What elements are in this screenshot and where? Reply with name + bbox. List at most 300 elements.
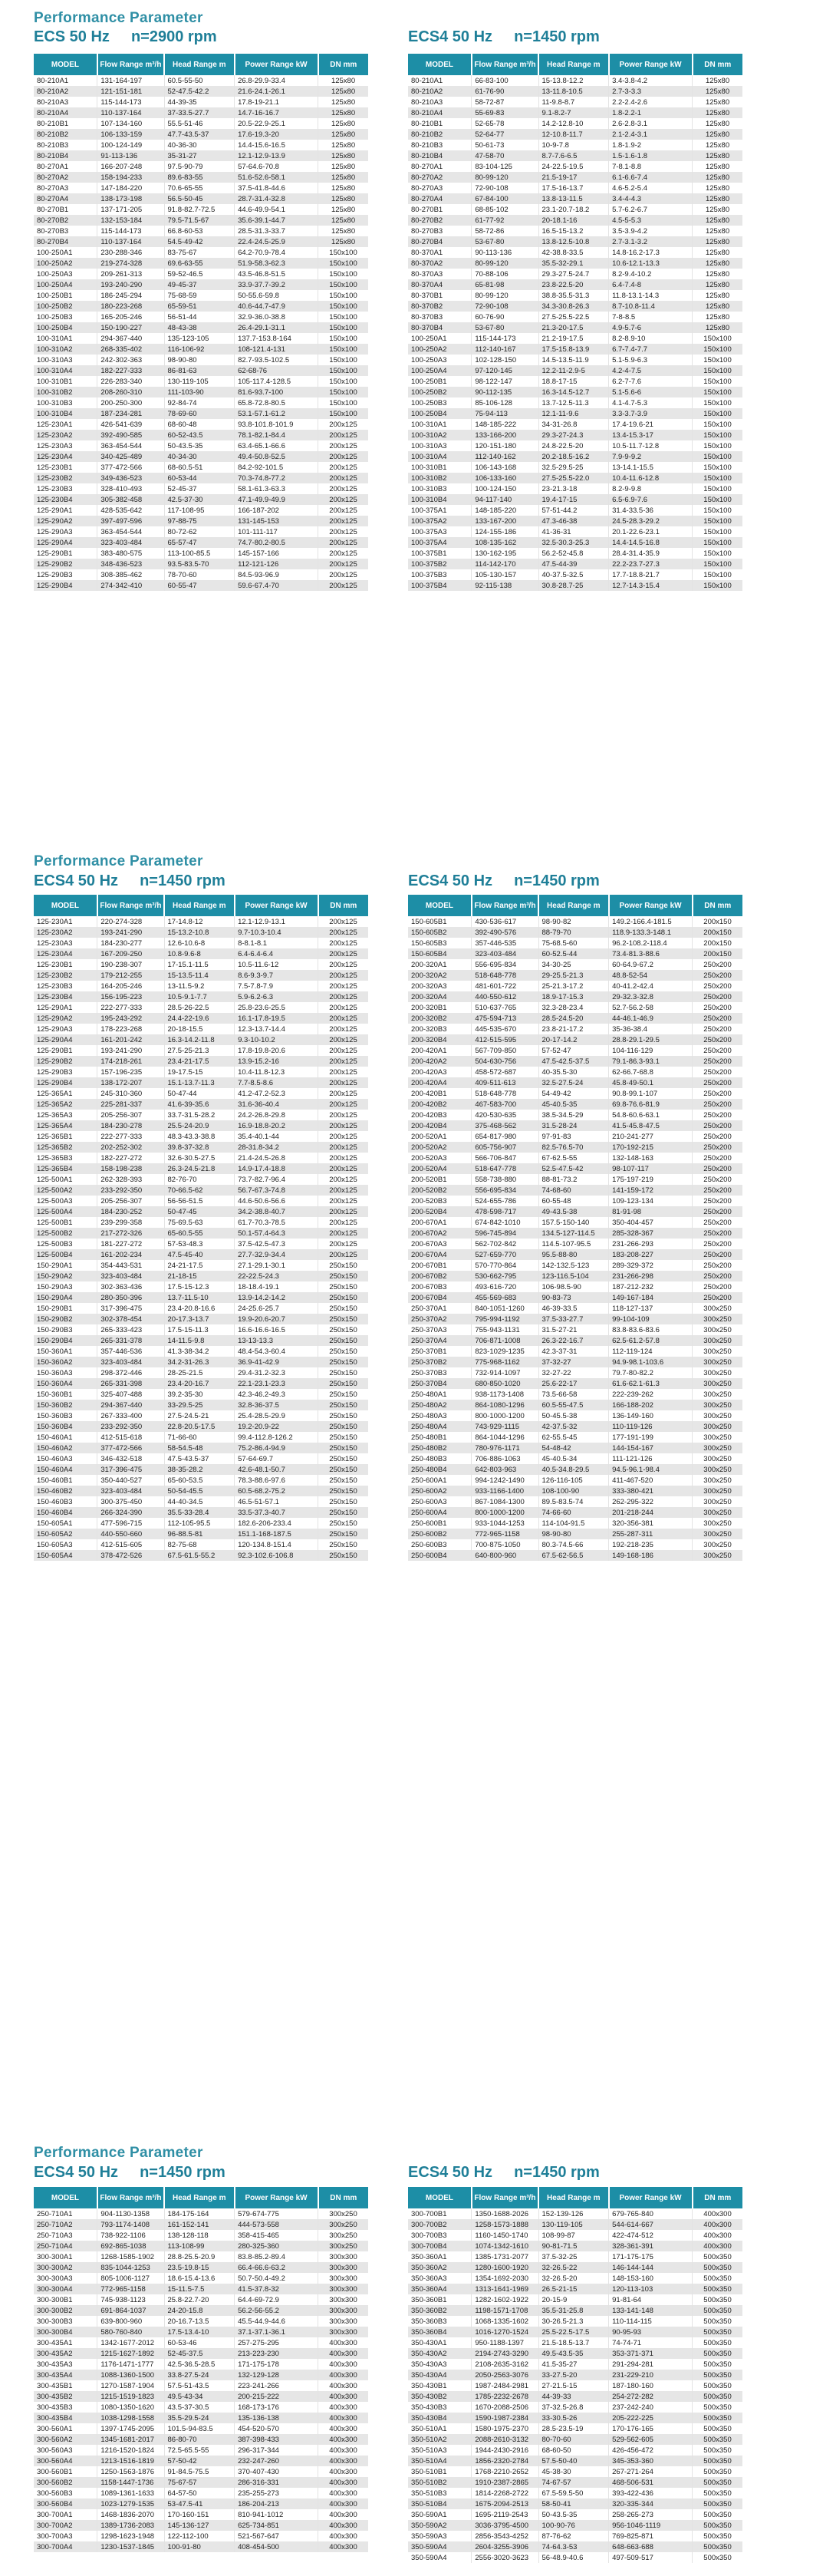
cell-power-range: 17.8-19.8-20.6 bbox=[235, 1045, 318, 1056]
column-header-model: MODEL bbox=[34, 54, 97, 75]
cell-power-range: 393-422-436 bbox=[609, 2488, 693, 2498]
cell-model: 200-420A2 bbox=[408, 1056, 472, 1067]
column-header-flow-range: Flow Range m³/h bbox=[97, 54, 164, 75]
cell-flow-range: 267-333-400 bbox=[97, 1410, 164, 1421]
cell-flow-range: 440-550-660 bbox=[97, 1529, 164, 1539]
table-row bbox=[408, 2230, 742, 2241]
cell-power-range: 333-380-421 bbox=[609, 1486, 693, 1496]
cell-model: 150-460A4 bbox=[34, 1464, 97, 1475]
cell-head-range: 57.5-50-40 bbox=[538, 2456, 609, 2466]
cell-flow-range: 445-535-670 bbox=[472, 1024, 538, 1034]
cell-dn: 500x350 bbox=[693, 2327, 742, 2337]
cell-dn: 200x125 bbox=[318, 559, 368, 569]
cell-power-range: 289-329-372 bbox=[609, 1260, 693, 1271]
cell-head-range: 23.4-20-16.7 bbox=[164, 1378, 235, 1389]
table-row bbox=[34, 2251, 368, 2262]
cell-model: 150-360A2 bbox=[34, 1357, 97, 1367]
cell-flow-range: 102-128-150 bbox=[472, 355, 538, 365]
cell-flow-range: 1695-2119-2543 bbox=[472, 2509, 538, 2520]
cell-head-range: 24-21-17.5 bbox=[164, 1260, 235, 1271]
cell-dn: 250x150 bbox=[318, 1324, 368, 1335]
cell-power-range: 19.2-20.9-22 bbox=[235, 1421, 318, 1432]
cell-dn: 200x125 bbox=[318, 1110, 368, 1120]
column-header-dn: DN mm bbox=[318, 895, 368, 916]
cell-model: 300-300B3 bbox=[34, 2316, 97, 2327]
cell-head-range: 49-43.5-38 bbox=[538, 1206, 609, 1217]
cell-dn: 150x100 bbox=[318, 258, 368, 269]
cell-head-range: 108-100-90 bbox=[538, 1486, 609, 1496]
cell-head-range: 87-76-62 bbox=[538, 2531, 609, 2541]
cell-flow-range: 793-1174-1408 bbox=[97, 2219, 164, 2230]
cell-model: 350-360A3 bbox=[408, 2273, 472, 2284]
cell-dn: 500x350 bbox=[693, 2391, 742, 2402]
cell-model: 200-670A2 bbox=[408, 1228, 472, 1239]
cell-power-range: 22.4-24.5-25.9 bbox=[235, 236, 318, 247]
cell-model: 250-370A3 bbox=[408, 1324, 472, 1335]
cell-model: 300-560A4 bbox=[34, 2456, 97, 2466]
cell-dn: 400x300 bbox=[318, 2380, 368, 2391]
cell-flow-range: 317-396-475 bbox=[97, 1303, 164, 1314]
cell-flow-range: 1385-1731-2077 bbox=[472, 2251, 538, 2262]
cell-head-range: 56-51-44 bbox=[164, 312, 235, 322]
cell-head-range: 73.5-66-58 bbox=[538, 1389, 609, 1400]
cell-flow-range: 161-202-234 bbox=[97, 1249, 164, 1260]
cell-head-range: 34.2-31-26.3 bbox=[164, 1357, 235, 1367]
cell-power-range: 31.4-33.5-36 bbox=[609, 505, 693, 516]
cell-head-range: 46-39-33.5 bbox=[538, 1303, 609, 1314]
cell-head-range: 86-81-63 bbox=[164, 365, 235, 376]
cell-flow-range: 1397-1745-2095 bbox=[97, 2423, 164, 2434]
cell-power-range: 192-218-235 bbox=[609, 1539, 693, 1550]
cell-dn: 500x350 bbox=[693, 2359, 742, 2370]
cell-power-range: 21.6-24.1-26.1 bbox=[235, 86, 318, 97]
cell-dn: 300x250 bbox=[318, 2208, 368, 2219]
cell-head-range: 23.5-19.8-15 bbox=[164, 2262, 235, 2273]
cell-flow-range: 1670-2088-2506 bbox=[472, 2402, 538, 2413]
cell-flow-range: 1675-2094-2513 bbox=[472, 2498, 538, 2509]
cell-flow-range: 732-914-1097 bbox=[472, 1367, 538, 1378]
cell-flow-range: 280-350-396 bbox=[97, 1292, 164, 1303]
cell-flow-range: 61-77-92 bbox=[472, 215, 538, 226]
cell-model: 200-520B3 bbox=[408, 1196, 472, 1206]
table-row bbox=[408, 2402, 742, 2413]
cell-head-range: 89.6-83-55 bbox=[164, 172, 235, 183]
cell-head-range: 32-27-22 bbox=[538, 1367, 609, 1378]
cell-power-range: 2.1-2.4-3.1 bbox=[609, 129, 693, 140]
cell-flow-range: 80-99-120 bbox=[472, 258, 538, 269]
cell-head-range: 45-40.5-35 bbox=[538, 1099, 609, 1110]
cell-model: 125-230A1 bbox=[34, 916, 97, 927]
cell-flow-range: 115-144-173 bbox=[97, 226, 164, 236]
cell-head-range: 57-52-47 bbox=[538, 1045, 609, 1056]
cell-power-range: 13.9-14.2-14.2 bbox=[235, 1292, 318, 1303]
cell-power-range: 9.3-10-10.2 bbox=[235, 1034, 318, 1045]
cell-power-range: 74-74-71 bbox=[609, 2337, 693, 2348]
cell-power-range: 96.2-108.2-118.4 bbox=[609, 938, 693, 948]
table-header-row bbox=[34, 2187, 368, 2208]
cell-model: 350-360A1 bbox=[408, 2251, 472, 2262]
column-header-dn: DN mm bbox=[318, 2187, 368, 2208]
cell-dn: 150x100 bbox=[693, 483, 742, 494]
cell-flow-range: 184-230-252 bbox=[97, 1206, 164, 1217]
cell-dn: 200x125 bbox=[318, 569, 368, 580]
cell-flow-range: 478-598-717 bbox=[472, 1206, 538, 1217]
cell-flow-range: 220-274-328 bbox=[97, 916, 164, 927]
cell-head-range: 14-11.5-9.8 bbox=[164, 1335, 235, 1346]
cell-flow-range: 420-530-635 bbox=[472, 1110, 538, 1120]
cell-power-range: 529-562-605 bbox=[609, 2434, 693, 2445]
cell-power-range: 28.5-31.3-33.7 bbox=[235, 226, 318, 236]
cell-head-range: 86-80-70 bbox=[164, 2434, 235, 2445]
table-row bbox=[34, 2208, 368, 2219]
cell-head-range: 18.8-17-15 bbox=[538, 376, 609, 387]
cell-power-range: 28-31.8-34.2 bbox=[235, 1142, 318, 1153]
cell-power-range: 78.3-88.6-97.6 bbox=[235, 1475, 318, 1486]
cell-dn: 250x200 bbox=[693, 1228, 742, 1239]
cell-head-range: 32-26.5-20 bbox=[538, 2273, 609, 2284]
cell-flow-range: 112-140-167 bbox=[472, 344, 538, 355]
cell-dn: 250x200 bbox=[693, 1249, 742, 1260]
cell-flow-range: 72-90-108 bbox=[472, 301, 538, 312]
cell-model: 100-310B3 bbox=[408, 483, 472, 494]
cell-power-range: 171-175-175 bbox=[609, 2251, 693, 2262]
cell-model: 100-310B2 bbox=[34, 387, 97, 397]
cell-head-range: 130-119-105 bbox=[164, 376, 235, 387]
table-row bbox=[34, 2456, 368, 2466]
cell-model: 125-365A2 bbox=[34, 1099, 97, 1110]
table-series: ECS4 50 Hz bbox=[408, 28, 493, 45]
cell-head-range: 21-18-15 bbox=[164, 1271, 235, 1281]
cell-model: 125-500B4 bbox=[34, 1249, 97, 1260]
cell-model: 100-375A1 bbox=[408, 505, 472, 516]
cell-dn: 125x80 bbox=[693, 129, 742, 140]
cell-head-range: 60-55-47 bbox=[164, 580, 235, 591]
cell-model: 125-230B2 bbox=[34, 473, 97, 483]
cell-dn: 150x100 bbox=[693, 494, 742, 505]
cell-power-range: 79.1-86.3-93.1 bbox=[609, 1056, 693, 1067]
cell-flow-range: 348-436-523 bbox=[97, 559, 164, 569]
cell-power-range: 24-25.6-25.7 bbox=[235, 1303, 318, 1314]
cell-head-range: 12.2-11-2.9-5 bbox=[538, 365, 609, 376]
cell-dn: 300x250 bbox=[693, 1550, 742, 1561]
cell-dn: 125x80 bbox=[693, 204, 742, 215]
cell-flow-range: 378-472-526 bbox=[97, 1550, 164, 1561]
cell-power-range: 231-229-210 bbox=[609, 2370, 693, 2380]
cell-head-range: 9.1-8.2-7 bbox=[538, 107, 609, 118]
cell-power-range: 168-173-176 bbox=[235, 2402, 318, 2413]
cell-head-range: 44-39-35 bbox=[164, 97, 235, 107]
cell-model: 100-310B3 bbox=[34, 397, 97, 408]
cell-head-range: 14.2-12.8-10 bbox=[538, 118, 609, 129]
cell-head-range: 97.5-90-79 bbox=[164, 161, 235, 172]
cell-dn: 250x200 bbox=[693, 1142, 742, 1153]
cell-power-range: 108-121.4-131 bbox=[235, 344, 318, 355]
cell-flow-range: 65-81-98 bbox=[472, 279, 538, 290]
table-row bbox=[408, 2391, 742, 2402]
table-row bbox=[408, 2380, 742, 2391]
cell-dn: 150x100 bbox=[318, 344, 368, 355]
cell-dn: 400x300 bbox=[318, 2423, 368, 2434]
cell-head-range: 60.5-55-47.5 bbox=[538, 1400, 609, 1410]
cell-dn: 150x100 bbox=[318, 376, 368, 387]
cell-dn: 500x350 bbox=[693, 2402, 742, 2413]
cell-head-range: 56-48.9-40.6 bbox=[538, 2552, 609, 2563]
cell-flow-range: 562-702-842 bbox=[472, 1239, 538, 1249]
cell-power-range: 411-467-520 bbox=[609, 1475, 693, 1486]
cell-head-range: 135-123-105 bbox=[164, 333, 235, 344]
cell-model: 125-230B1 bbox=[34, 959, 97, 970]
cell-model: 100-250B3 bbox=[34, 312, 97, 322]
cell-dn: 250x200 bbox=[693, 1110, 742, 1120]
cell-dn: 400x300 bbox=[318, 2359, 368, 2370]
cell-model: 150-360B3 bbox=[34, 1410, 97, 1421]
cell-power-range: 35.6-39.1-44.7 bbox=[235, 215, 318, 226]
cell-power-range: 12.1-12.9-13.9 bbox=[235, 150, 318, 161]
cell-head-range: 23.4-21-17.5 bbox=[164, 1056, 235, 1067]
cell-model: 125-290A3 bbox=[34, 526, 97, 537]
cell-model: 125-365A1 bbox=[34, 1088, 97, 1099]
cell-model: 125-365A4 bbox=[34, 1120, 97, 1131]
cell-flow-range: 1258-1573-1888 bbox=[472, 2219, 538, 2230]
cell-model: 80-270A2 bbox=[408, 172, 472, 183]
cell-power-range: 148-153-160 bbox=[609, 2273, 693, 2284]
cell-flow-range: 85-106-128 bbox=[472, 397, 538, 408]
cell-model: 80-370B2 bbox=[408, 301, 472, 312]
cell-head-range: 33.8-27.5-24 bbox=[164, 2370, 235, 2380]
cell-power-range: 296-317-344 bbox=[235, 2445, 318, 2456]
cell-dn: 125x80 bbox=[693, 247, 742, 258]
cell-dn: 300x250 bbox=[693, 1324, 742, 1335]
cell-power-range: 166-187-202 bbox=[235, 505, 318, 516]
cell-model: 125-230B3 bbox=[34, 981, 97, 991]
cell-dn: 150x100 bbox=[318, 269, 368, 279]
cell-power-range: 12.1-12.9-13.1 bbox=[235, 916, 318, 927]
cell-head-range: 20-17-14.2 bbox=[538, 1034, 609, 1045]
cell-flow-range: 131-164-197 bbox=[97, 75, 164, 86]
cell-power-range: 27.1-29.1-30.1 bbox=[235, 1260, 318, 1271]
cell-flow-range: 294-367-440 bbox=[97, 333, 164, 344]
section-title: Performance Parameter bbox=[34, 10, 203, 26]
table-row bbox=[34, 2413, 368, 2423]
cell-model: 200-420A4 bbox=[408, 1077, 472, 1088]
cell-flow-range: 98-122-147 bbox=[472, 376, 538, 387]
cell-dn: 250x150 bbox=[318, 1367, 368, 1378]
cell-power-range: 2.2-2.4-2.6 bbox=[609, 97, 693, 107]
cell-head-range: 54-48-42 bbox=[538, 1443, 609, 1453]
table-row bbox=[408, 2498, 742, 2509]
cell-power-range: 41.5-45.8-47.5 bbox=[609, 1120, 693, 1131]
cell-flow-range: 835-1044-1253 bbox=[97, 2262, 164, 2273]
cell-dn: 400x300 bbox=[318, 2531, 368, 2541]
cell-dn: 250x150 bbox=[318, 1518, 368, 1529]
cell-head-range: 27.5-24.5-21 bbox=[164, 1410, 235, 1421]
cell-model: 200-420B4 bbox=[408, 1120, 472, 1131]
cell-head-range: 52-45-37 bbox=[164, 483, 235, 494]
cell-power-range: 26.8-29.9-33.4 bbox=[235, 75, 318, 86]
cell-flow-range: 53-67-80 bbox=[472, 322, 538, 333]
cell-dn: 200x125 bbox=[318, 938, 368, 948]
cell-power-range: 231-266-293 bbox=[609, 1239, 693, 1249]
cell-model: 350-430A4 bbox=[408, 2370, 472, 2380]
cell-head-range: 20-17.3-13.7 bbox=[164, 1314, 235, 1324]
cell-power-range: 133-141-148 bbox=[609, 2305, 693, 2316]
cell-power-range: 62-66.7-68.8 bbox=[609, 1067, 693, 1077]
cell-power-range: 63.4-65.1-66.6 bbox=[235, 440, 318, 451]
column-header-flow-range: Flow Range m³/h bbox=[472, 895, 538, 916]
cell-head-range: 142-132.5-123 bbox=[538, 1260, 609, 1271]
cell-power-range: 50.7-50.4-49.2 bbox=[235, 2273, 318, 2284]
cell-power-range: 222-239-262 bbox=[609, 1389, 693, 1400]
cell-power-range: 5.1-5.6-6 bbox=[609, 387, 693, 397]
cell-flow-range: 580-760-840 bbox=[97, 2327, 164, 2337]
cell-flow-range: 121-151-181 bbox=[97, 86, 164, 97]
table-row bbox=[408, 2305, 742, 2316]
cell-power-range: 370-407-430 bbox=[235, 2466, 318, 2477]
cell-head-range: 50-47-45 bbox=[164, 1206, 235, 1217]
cell-dn: 200x125 bbox=[318, 1249, 368, 1260]
cell-head-range: 78-69-60 bbox=[164, 408, 235, 419]
cell-dn: 150x100 bbox=[693, 397, 742, 408]
cell-dn: 500x350 bbox=[693, 2434, 742, 2445]
cell-flow-range: 120-151-180 bbox=[472, 440, 538, 451]
cell-model: 250-480A3 bbox=[408, 1410, 472, 1421]
cell-power-range: 286-316-331 bbox=[235, 2477, 318, 2488]
cell-flow-range: 209-261-313 bbox=[97, 269, 164, 279]
cell-dn: 125x80 bbox=[693, 290, 742, 301]
cell-dn: 200x125 bbox=[318, 1142, 368, 1153]
cell-dn: 400x300 bbox=[693, 2230, 742, 2241]
table-row bbox=[408, 2284, 742, 2294]
cell-dn: 150x100 bbox=[693, 408, 742, 419]
cell-power-range: 53.1-57.1-61.2 bbox=[235, 408, 318, 419]
cell-power-range: 3.4-4-4.3 bbox=[609, 193, 693, 204]
cell-head-range: 58-54.5-48 bbox=[164, 1443, 235, 1453]
cell-dn: 200x125 bbox=[318, 548, 368, 559]
cell-power-range: 149.2-166.4-181.5 bbox=[609, 916, 693, 927]
cell-flow-range: 302-378-454 bbox=[97, 1314, 164, 1324]
cell-dn: 250x200 bbox=[693, 1077, 742, 1088]
cell-head-range: 74-66-60 bbox=[538, 1507, 609, 1518]
cell-power-range: 74.7-80.2-80.5 bbox=[235, 537, 318, 548]
cell-power-range: 237-242-240 bbox=[609, 2402, 693, 2413]
cell-dn: 250x200 bbox=[693, 1239, 742, 1249]
cell-dn: 300x250 bbox=[693, 1346, 742, 1357]
cell-dn: 500x350 bbox=[693, 2423, 742, 2434]
table-row bbox=[34, 2391, 368, 2402]
table-row bbox=[408, 2509, 742, 2520]
cell-head-range: 21.3-20-17.5 bbox=[538, 322, 609, 333]
cell-power-range: 182.6-206-233.4 bbox=[235, 1518, 318, 1529]
cell-flow-range: 1038-1298-1558 bbox=[97, 2413, 164, 2423]
cell-flow-range: 864-1044-1296 bbox=[472, 1432, 538, 1443]
cell-flow-range: 1389-1736-2083 bbox=[97, 2520, 164, 2531]
cell-head-range: 23.8-22.5-20 bbox=[538, 279, 609, 290]
cell-power-range: 101-111-117 bbox=[235, 526, 318, 537]
cell-dn: 500x350 bbox=[693, 2262, 742, 2273]
cell-flow-range: 148-185-222 bbox=[472, 419, 538, 430]
cell-flow-range: 357-446-535 bbox=[472, 938, 538, 948]
cell-dn: 200x125 bbox=[318, 1239, 368, 1249]
cell-flow-range: 184-230-278 bbox=[97, 1120, 164, 1131]
cell-flow-range: 805-1006-1127 bbox=[97, 2273, 164, 2284]
cell-head-range: 55.5-51-46 bbox=[164, 118, 235, 129]
table-row bbox=[34, 2488, 368, 2498]
cell-flow-range: 184-230-277 bbox=[97, 938, 164, 948]
cell-power-range: 255-287-311 bbox=[609, 1529, 693, 1539]
cell-dn: 500x350 bbox=[693, 2488, 742, 2498]
cell-dn: 250x200 bbox=[693, 1099, 742, 1110]
cell-head-range: 38.5-34.5-29 bbox=[538, 1110, 609, 1120]
table-speed: n=1450 rpm bbox=[514, 872, 600, 889]
cell-model: 350-430B4 bbox=[408, 2413, 472, 2423]
cell-head-range: 35.5-32-29.1 bbox=[538, 258, 609, 269]
cell-head-range: 21.2-19-17.5 bbox=[538, 333, 609, 344]
column-header-head-range: Head Range m bbox=[164, 2187, 235, 2208]
cell-dn: 200x125 bbox=[318, 981, 368, 991]
cell-power-range: 521-567-647 bbox=[235, 2531, 318, 2541]
cell-model: 350-430A3 bbox=[408, 2359, 472, 2370]
cell-dn: 300x250 bbox=[693, 1357, 742, 1367]
column-header-model: MODEL bbox=[34, 895, 97, 916]
cell-power-range: 205-222-225 bbox=[609, 2413, 693, 2423]
column-header-dn: DN mm bbox=[693, 895, 742, 916]
cell-dn: 150x100 bbox=[318, 279, 368, 290]
cell-power-range: 10.5-11.6-12 bbox=[235, 959, 318, 970]
cell-head-range: 40-35.5-30 bbox=[538, 1067, 609, 1077]
table-speed: n=2900 rpm bbox=[130, 28, 217, 45]
cell-dn: 300x250 bbox=[318, 2241, 368, 2251]
cell-model: 300-560A1 bbox=[34, 2423, 97, 2434]
cell-model: 125-365B2 bbox=[34, 1142, 97, 1153]
table-row bbox=[408, 2445, 742, 2456]
table-row bbox=[408, 2337, 742, 2348]
cell-flow-range: 2108-2635-3162 bbox=[472, 2359, 538, 2370]
cell-power-range: 183-208-227 bbox=[609, 1249, 693, 1260]
cell-power-range: 285-328-367 bbox=[609, 1228, 693, 1239]
cell-dn: 250x150 bbox=[318, 1496, 368, 1507]
cell-dn: 400x300 bbox=[693, 2241, 742, 2251]
cell-flow-range: 1468-1836-2070 bbox=[97, 2509, 164, 2520]
cell-head-range: 25.8-22.7-20 bbox=[164, 2294, 235, 2305]
cell-head-range: 170-160-151 bbox=[164, 2509, 235, 2520]
cell-power-range: 81-91-98 bbox=[609, 1206, 693, 1217]
cell-head-range: 12.6-10.6-8 bbox=[164, 938, 235, 948]
cell-power-range: 16.6-16.6-16.5 bbox=[235, 1324, 318, 1335]
cell-dn: 300x250 bbox=[693, 1432, 742, 1443]
cell-model: 350-590A4 bbox=[408, 2552, 472, 2563]
cell-dn: 400x300 bbox=[693, 2219, 742, 2230]
cell-dn: 300x250 bbox=[693, 1496, 742, 1507]
cell-flow-range: 91-113-136 bbox=[97, 150, 164, 161]
cell-head-range: 27.5-25.5-22.5 bbox=[538, 312, 609, 322]
cell-dn: 250x200 bbox=[693, 1131, 742, 1142]
cell-power-range: 70.3-74.8-77.2 bbox=[235, 473, 318, 483]
cell-dn: 300x250 bbox=[693, 1529, 742, 1539]
cell-flow-range: 1250-1563-1876 bbox=[97, 2466, 164, 2477]
cell-model: 300-700A4 bbox=[34, 2541, 97, 2552]
cell-head-range: 47.5-44-39 bbox=[538, 559, 609, 569]
cell-model: 300-560B1 bbox=[34, 2466, 97, 2477]
cell-model: 100-250A1 bbox=[408, 333, 472, 344]
cell-dn: 125x80 bbox=[318, 226, 368, 236]
cell-flow-range: 1342-1677-2012 bbox=[97, 2337, 164, 2348]
cell-power-range: 8.2-8.9-10 bbox=[609, 333, 693, 344]
cell-dn: 200x125 bbox=[318, 1185, 368, 1196]
cell-dn: 200x125 bbox=[318, 1163, 368, 1174]
cell-power-range: 166-188-202 bbox=[609, 1400, 693, 1410]
cell-model: 125-230A1 bbox=[34, 419, 97, 430]
cell-flow-range: 2194-2743-3290 bbox=[472, 2348, 538, 2359]
